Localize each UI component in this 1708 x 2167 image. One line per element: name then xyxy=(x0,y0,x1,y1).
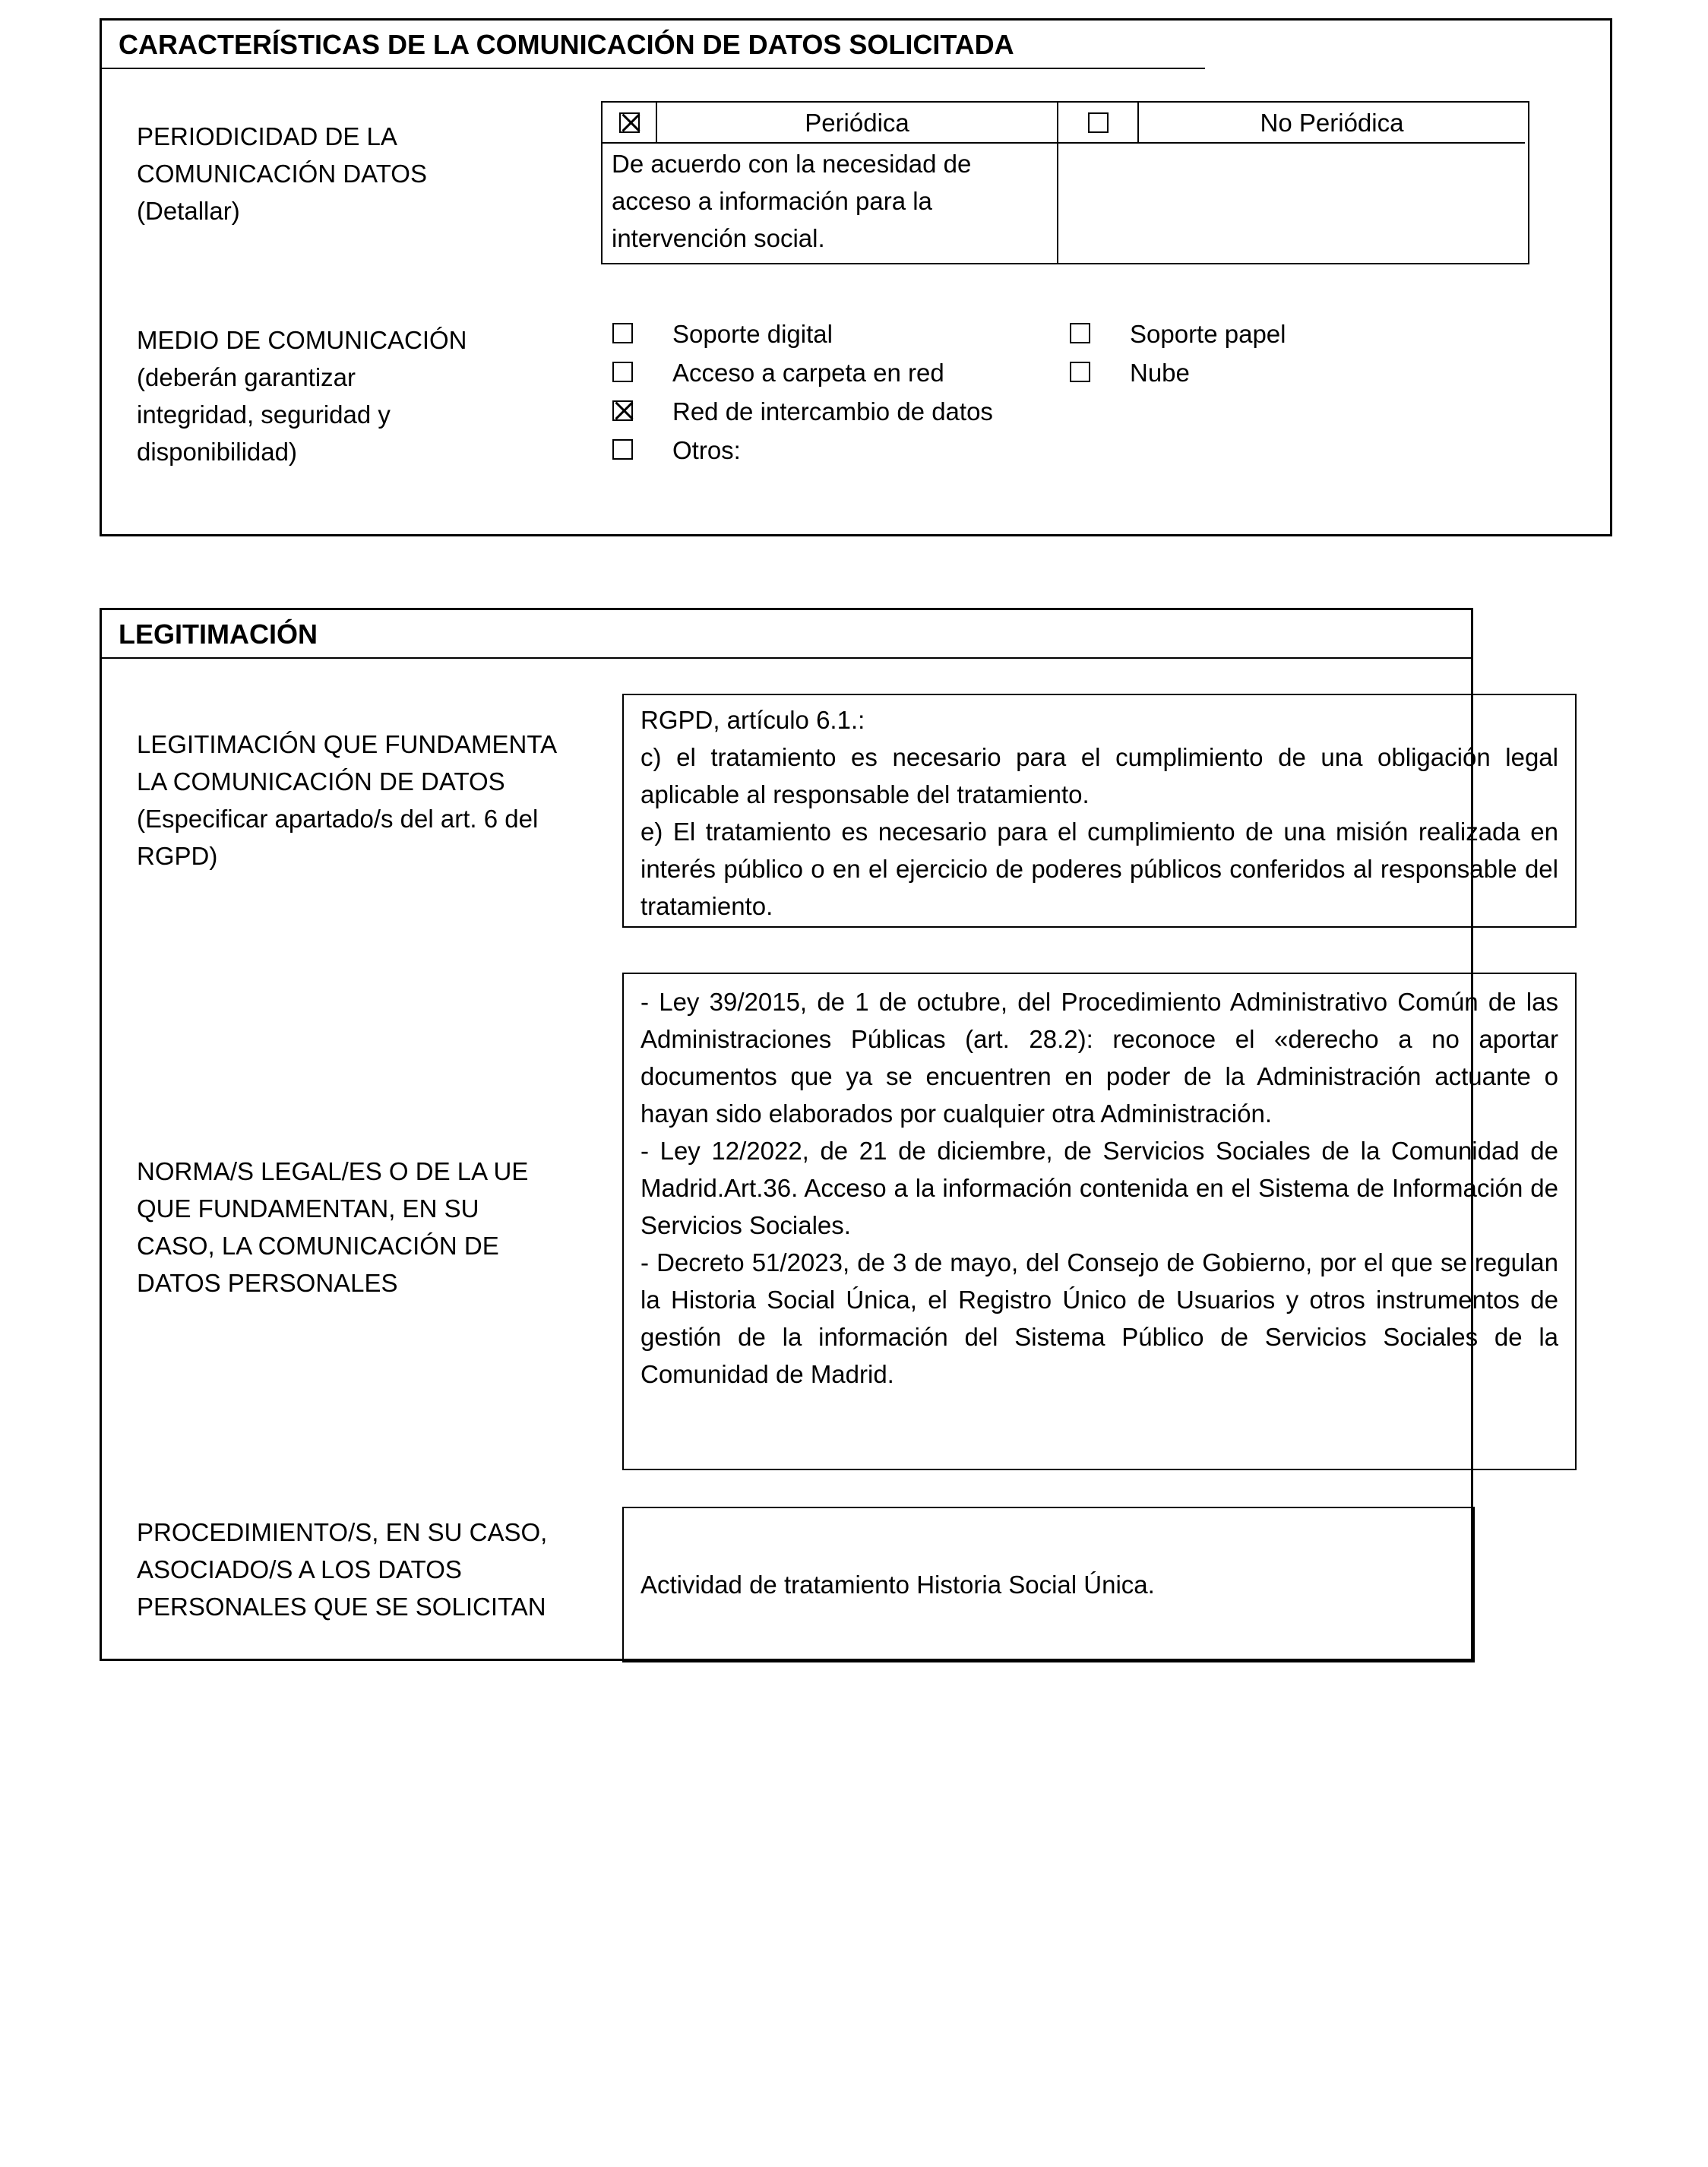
medio-label-note: (deberán garantizar integridad, seguridad y disponibilidad) xyxy=(137,363,391,466)
legitimacion-title: LEGITIMACIÓN xyxy=(102,610,1471,659)
procedimientos-value: Actividad de tratamiento Historia Social Única. xyxy=(640,1571,1155,1599)
section-caracteristicas xyxy=(100,18,1612,536)
nube-label: Nube xyxy=(1130,359,1190,387)
norma-decreto-51-2023: - Decreto 51/2023, de 3 de mayo, del Consejo de Gobierno, por el que se regulan la Historia Social Única, el Registro Único de Usuarios y otros instrumentos de gestión de la información del Sistema Público de Servicios Sociales de la Comunidad de Madrid. xyxy=(640,1248,1558,1388)
normas-label-text: NORMA/S LEGAL/ES O DE LA UE QUE FUNDAMENTAN, EN SU CASO, LA COMUNICACIÓN DE DATOS PERSONALES xyxy=(137,1157,529,1297)
periodica-checkbox[interactable] xyxy=(619,112,640,133)
procedimientos-label xyxy=(137,1514,562,1625)
soporte-digital-checkbox[interactable] xyxy=(612,323,633,343)
carpeta-red-checkbox[interactable] xyxy=(612,362,633,382)
norma-ley-39-2015: - Ley 39/2015, de 1 de octubre, del Procedimiento Administrativo Común de las Administraciones Públicas (art. 28.2): reconoce el «derecho a no aportar documentos que ya se encuentren en poder de la Administración actuante o hayan sido elaborados por cualquier otra Administración. xyxy=(640,988,1558,1128)
periodicidad-label-text: PERIODICIDAD DE LA COMUNICACIÓN DATOS xyxy=(137,122,427,188)
rgpd-item-e: e) El tratamiento es necesario para el cumplimiento de una misión realizada en interés público o en el ejercicio de poderes públicos conferidos al responsable del tratamiento. xyxy=(640,818,1558,920)
medio-item-red-intercambio xyxy=(612,393,993,430)
periodicidad-label-note: (Detallar) xyxy=(137,197,240,225)
periodica-checkbox-cell xyxy=(603,103,656,142)
soporte-digital-label: Soporte digital xyxy=(672,320,833,348)
red-intercambio-checkbox[interactable] xyxy=(612,400,633,421)
medio-item-soporte-digital xyxy=(612,315,993,353)
medio-column-1 xyxy=(612,315,993,469)
legitimacion-label-text: LEGITIMACIÓN QUE FUNDAMENTA LA COMUNICACIÓN DE DATOS xyxy=(137,730,556,796)
medio-item-carpeta-red xyxy=(612,354,993,391)
rgpd-item-c: c) el tratamiento es necesario para el cumplimiento de una obligación legal aplicable al responsable del tratamiento. xyxy=(640,743,1558,808)
legitimacion-label-note: (Especificar apartado/s del art. 6 del RGPD) xyxy=(137,805,539,870)
legitimacion-label xyxy=(137,726,562,875)
no-periodica-checkbox-cell xyxy=(1057,103,1137,142)
section-legitimacion xyxy=(100,608,1558,1661)
medio-item-soporte-papel xyxy=(1070,315,1286,353)
red-intercambio-label: Red de intercambio de datos xyxy=(672,397,993,425)
medio-label xyxy=(137,321,562,470)
nube-checkbox[interactable] xyxy=(1070,362,1090,382)
soporte-papel-label: Soporte papel xyxy=(1130,320,1286,348)
medio-label-text: MEDIO DE COMUNICACIÓN xyxy=(137,326,467,354)
procedimientos-label-text: PROCEDIMIENTO/S, EN SU CASO, ASOCIADO/S A LOS DATOS PERSONALES QUE SE SOLICITAN xyxy=(137,1518,548,1621)
periodicity-table xyxy=(601,101,1529,264)
carpeta-red-label: Acceso a carpeta en red xyxy=(672,359,944,387)
medio-item-otros xyxy=(612,432,993,469)
normas-label xyxy=(137,1153,562,1302)
medio-column-2 xyxy=(1070,315,1286,391)
procedimientos-detail-box xyxy=(622,1507,1475,1662)
otros-label: Otros: xyxy=(672,436,741,464)
rgpd-intro: RGPD, artículo 6.1.: xyxy=(640,706,865,734)
soporte-papel-checkbox[interactable] xyxy=(1070,323,1090,343)
norma-ley-12-2022: - Ley 12/2022, de 21 de diciembre, de Servicios Sociales de la Comunidad de Madrid.Art.36. Acceso a la información contenida en el Sistema de Información de Servicios Sociales. xyxy=(640,1137,1558,1239)
legitimacion-detail-box xyxy=(622,694,1577,928)
medio-item-nube xyxy=(1070,354,1286,391)
no-periodica-checkbox[interactable] xyxy=(1088,112,1109,133)
otros-checkbox[interactable] xyxy=(612,439,633,460)
no-periodica-detail-text xyxy=(1057,142,1525,263)
periodicidad-label xyxy=(137,118,562,229)
caracteristicas-title: CARACTERÍSTICAS DE LA COMUNICACIÓN DE DATOS SOLICITADA xyxy=(102,21,1205,69)
no-periodica-label: No Periódica xyxy=(1137,103,1525,142)
normas-detail-box xyxy=(622,973,1577,1470)
periodica-detail-text: De acuerdo con la necesidad de acceso a información para la intervención social. xyxy=(603,142,1057,263)
periodica-label: Periódica xyxy=(656,103,1057,142)
